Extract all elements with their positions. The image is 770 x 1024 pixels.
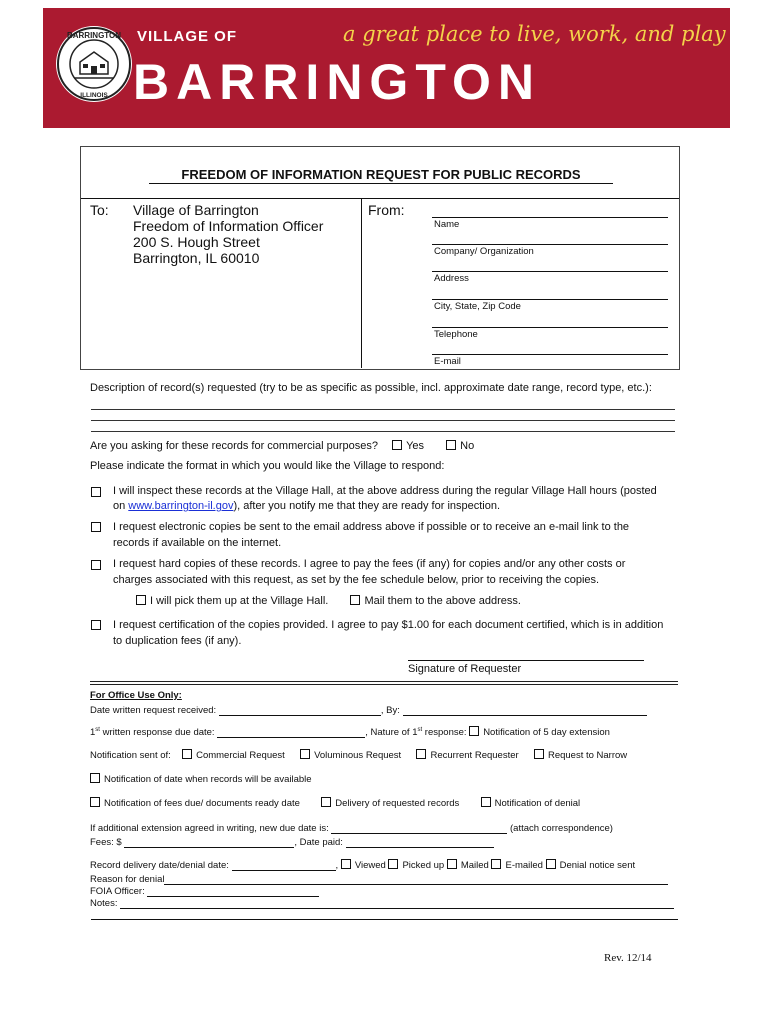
hard-copies-option-line: I request hard copies of these records. I agree to pay the fees (if any) for copies and/or any other costs or [113, 558, 626, 570]
request-narrow-label: Request to Narrow [547, 750, 628, 761]
commercial-question: Are you asking for these records for commercial purposes? [90, 440, 378, 452]
hard-copies-option-line: charges associated with this request, as set by the fee schedule below, prior to receiving the copies. [113, 574, 600, 586]
inspect-option-line [113, 500, 500, 512]
from-city-field[interactable] [432, 299, 668, 300]
from-field-caption: City, State, Zip Code [434, 301, 521, 312]
certification-option-line: I request certification of the copies provided. I agree to pay $1.00 for each document certified, which is in addition [113, 619, 664, 631]
records-available-checkbox[interactable] [90, 773, 100, 783]
commercial-question-row [90, 440, 474, 452]
form-divider-horizontal [81, 198, 679, 199]
from-label: From: [368, 202, 405, 218]
notes-row [90, 898, 674, 909]
notes-label: Notes: [90, 898, 118, 909]
to-address-line: Village of Barrington [133, 202, 259, 218]
delivery-date-field[interactable] [232, 870, 336, 871]
from-email-field[interactable] [432, 354, 668, 355]
foia-officer-field[interactable] [147, 896, 319, 897]
inspect-text: on [113, 500, 129, 512]
notes-field[interactable] [120, 908, 674, 909]
first-response-date-field[interactable] [217, 737, 365, 738]
voluminous-request-checkbox[interactable] [300, 749, 310, 759]
description-input-line[interactable] [91, 431, 675, 432]
picked-up-label: Picked up [402, 860, 445, 871]
request-narrow-checkbox[interactable] [534, 749, 544, 759]
title-underline [149, 183, 613, 184]
seal-top-text: BARRINGTON [66, 31, 122, 40]
to-address-line: 200 S. Hough Street [133, 234, 260, 250]
foia-officer-row [90, 886, 319, 897]
notification-available-row [90, 773, 312, 785]
hard-copies-checkbox[interactable] [91, 560, 101, 570]
description-input-line[interactable] [91, 409, 675, 410]
revision-label: Rev. 12/14 [604, 952, 652, 964]
by-label: , By: [380, 705, 400, 716]
from-field-caption: E-mail [434, 356, 461, 367]
notification-sent-row [90, 749, 627, 761]
extension-date-field[interactable] [331, 833, 507, 834]
nature-sup: st [417, 726, 423, 733]
from-field-caption: Telephone [434, 329, 478, 340]
fees-field[interactable] [124, 847, 294, 848]
reason-denial-row [90, 874, 668, 885]
description-input-line[interactable] [91, 420, 675, 421]
first-response-sup: st [95, 726, 100, 733]
five-day-extension-checkbox[interactable] [469, 726, 479, 736]
voluminous-request-label: Voluminous Request [314, 750, 402, 761]
seal-bottom-text: ILLINOIS [80, 92, 108, 99]
mailed-label: Mailed [460, 860, 489, 871]
delivery-records-label: Delivery of requested records [335, 798, 460, 809]
viewed-label: Viewed [354, 860, 386, 871]
nature-text: response: [422, 727, 467, 738]
fees-label: Fees: $ [90, 837, 122, 848]
to-address-line: Freedom of Information Officer [133, 218, 324, 234]
form-divider-vertical [361, 198, 362, 368]
pickup-label: I will pick them up at the Village Hall. [150, 595, 329, 607]
pickup-checkbox[interactable] [136, 595, 146, 605]
from-field-caption: Name [434, 219, 460, 230]
mailed-checkbox[interactable] [447, 859, 457, 869]
picked-up-checkbox[interactable] [388, 859, 398, 869]
delivery-date-row: Record delivery date/denial date: , Viewed Picked up Mailed E-mailed Denial notice sent [90, 860, 636, 871]
delivery-date-label: Record delivery date/denial date: [90, 860, 229, 871]
fees-due-label: Notification of fees due/ documents ready date [104, 798, 300, 809]
records-available-label: Notification of date when records will be available [104, 774, 312, 785]
emailed-label: E-mailed [505, 860, 543, 871]
no-checkbox[interactable] [446, 440, 456, 450]
extension-label: If additional extension agreed in writing, new due date is: [90, 823, 329, 834]
by-field[interactable] [403, 715, 647, 716]
description-label: Description of record(s) requested (try to be as specific as possible, incl. approximate date range, record type, etc.): [90, 382, 652, 394]
emailed-checkbox[interactable] [491, 859, 501, 869]
recurrent-requester-checkbox[interactable] [416, 749, 426, 759]
denial-sent-checkbox[interactable] [546, 859, 556, 869]
recurrent-requester-label: Recurrent Requester [430, 750, 519, 761]
date-paid-field[interactable] [346, 847, 494, 848]
attach-label: (attach correspondence) [510, 823, 613, 834]
signature-field[interactable] [408, 660, 644, 661]
from-telephone-field[interactable] [432, 327, 668, 328]
to-address-line: Barrington, IL 60010 [133, 250, 260, 266]
five-day-extension-label: Notification of 5 day extension [483, 727, 610, 738]
extension-row [90, 823, 613, 834]
reason-denial-field[interactable] [164, 884, 668, 885]
first-response-text: written response due date: [99, 727, 215, 738]
first-response-row [90, 726, 610, 738]
mail-checkbox[interactable] [350, 595, 360, 605]
signature-label: Signature of Requester [408, 663, 522, 675]
foia-officer-label: FOIA Officer: [90, 886, 145, 897]
from-name-field[interactable] [432, 217, 668, 218]
inspect-text: ), after you notify me that they are ready for inspection. [233, 500, 501, 512]
date-received-label: Date written request received: [90, 705, 217, 716]
from-field-caption: Company/ Organization [434, 246, 534, 257]
from-address-field[interactable] [432, 271, 668, 272]
village-website-link[interactable]: www.barrington-il.gov [128, 500, 234, 512]
office-separator [90, 684, 678, 685]
commercial-request-label: Commercial Request [196, 750, 285, 761]
notes-line[interactable] [91, 919, 678, 920]
yes-checkbox[interactable] [392, 440, 402, 450]
banner-tagline: a great place to live, work, and play [343, 22, 726, 46]
commercial-request-checkbox[interactable] [182, 749, 192, 759]
no-label: No [460, 440, 475, 452]
mail-label: Mail them to the above address. [364, 595, 521, 607]
to-label: To: [90, 202, 109, 218]
inspect-option-line: I will inspect these records at the Village Hall, at the above address during the regular Village Hall hours (posted [113, 485, 657, 497]
fees-row [90, 837, 494, 848]
reason-denial-label: Reason for denial [90, 874, 165, 885]
village-seal-logo [54, 24, 134, 104]
yes-label: Yes [406, 440, 425, 452]
notification-sent-label: Notification sent of: [90, 750, 171, 761]
certification-checkbox[interactable] [91, 620, 101, 630]
date-paid-label: , Date paid: [294, 837, 343, 848]
electronic-copies-checkbox[interactable] [91, 522, 101, 532]
date-received-row [90, 705, 647, 716]
electronic-option-line: records if available on the internet. [113, 537, 282, 549]
denial-sent-label: Denial notice sent [559, 860, 636, 871]
office-use-heading: For Office Use Only: [90, 690, 182, 701]
office-separator [90, 681, 678, 682]
first-response-text: 1 [90, 727, 96, 738]
banner-village-of: VILLAGE OF [137, 28, 237, 45]
certification-option-line: to duplication fees (if any). [113, 635, 242, 647]
notification-fees-row [90, 797, 580, 809]
nature-text: , Nature of 1 [365, 727, 418, 738]
banner-wordmark: BARRINGTON [133, 54, 541, 110]
date-received-field[interactable] [219, 715, 381, 716]
delivery-choice-row [136, 595, 521, 607]
from-field-caption: Address [434, 273, 469, 284]
from-company-field[interactable] [432, 244, 668, 245]
notification-denial-checkbox[interactable] [481, 797, 491, 807]
inspect-checkbox[interactable] [91, 487, 101, 497]
fees-due-checkbox[interactable] [90, 797, 100, 807]
form-title: FREEDOM OF INFORMATION REQUEST FOR PUBLIC RECORDS [181, 167, 581, 182]
electronic-option-line: I request electronic copies be sent to the email address above if possible or to receive an e-mail link to the [113, 521, 630, 533]
format-prompt: Please indicate the format in which you would like the Village to respond: [90, 460, 445, 472]
viewed-checkbox[interactable] [341, 859, 351, 869]
notification-denial-label: Notification of denial [494, 798, 581, 809]
delivery-records-checkbox[interactable] [321, 797, 331, 807]
